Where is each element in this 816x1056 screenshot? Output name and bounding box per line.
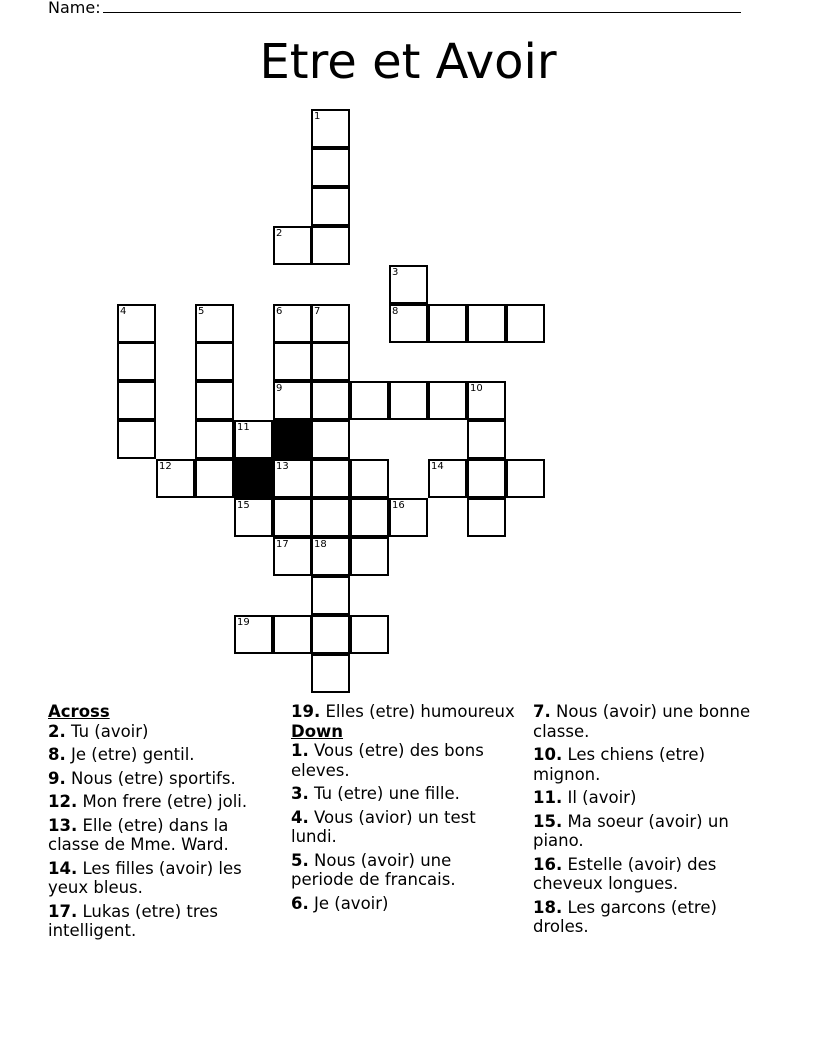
grid-cell[interactable] xyxy=(467,304,506,343)
clues-column-1 xyxy=(48,702,278,945)
cell-number: 13 xyxy=(276,461,289,472)
grid-cell[interactable] xyxy=(117,342,156,381)
grid-cell[interactable] xyxy=(195,459,234,498)
grid-cell[interactable] xyxy=(311,304,350,343)
grid-cell[interactable] xyxy=(195,304,234,343)
grid-black-cell xyxy=(273,420,312,459)
name-label: Name: xyxy=(48,0,101,17)
cell-number: 10 xyxy=(470,383,483,394)
clue-down-5: 5. Nous (avoir) une periode de francais. xyxy=(291,850,456,889)
cell-number: 4 xyxy=(120,306,127,317)
grid-cell[interactable] xyxy=(311,187,350,226)
grid-cell[interactable] xyxy=(311,498,350,537)
across-heading: Across xyxy=(48,702,110,721)
clue-across-2: 2. Tu (avoir) xyxy=(48,721,149,741)
grid-cell[interactable] xyxy=(195,420,234,459)
grid-cell[interactable] xyxy=(273,381,312,420)
clue-across-9: 9. Nous (etre) sportifs. xyxy=(48,768,236,788)
grid-cell[interactable] xyxy=(350,615,389,654)
clue-down-11: 11. Il (avoir) xyxy=(533,788,637,807)
cell-number: 7 xyxy=(314,306,321,317)
grid-cell[interactable] xyxy=(273,615,312,654)
grid-cell[interactable] xyxy=(467,498,506,537)
cell-number: 15 xyxy=(237,500,250,511)
cell-number: 9 xyxy=(276,383,283,394)
grid-cell[interactable] xyxy=(117,304,156,343)
grid-cell[interactable] xyxy=(311,537,350,576)
clue-down-15: 15. Ma soeur (avoir) un piano. xyxy=(533,811,729,850)
grid-cell[interactable] xyxy=(311,576,350,615)
cell-number: 6 xyxy=(276,306,283,317)
grid-cell[interactable] xyxy=(467,459,506,498)
down-heading: Down xyxy=(291,721,344,741)
clue-down-1: 1. Vous (etre) des bons eleves. xyxy=(291,741,484,780)
grid-cell[interactable] xyxy=(273,304,312,343)
clue-across-12: 12. Mon frere (etre) joli. xyxy=(48,792,248,811)
grid-cell[interactable] xyxy=(273,498,312,537)
grid-cell[interactable] xyxy=(506,459,545,498)
cell-number: 8 xyxy=(392,306,399,317)
grid-cell[interactable] xyxy=(273,342,312,381)
grid-cell[interactable] xyxy=(311,654,350,693)
grid-cell[interactable] xyxy=(311,109,350,148)
cell-number: 1 xyxy=(314,111,321,122)
grid-cell[interactable] xyxy=(311,226,350,265)
grid-cell[interactable] xyxy=(234,615,273,654)
grid-cell[interactable] xyxy=(273,459,312,498)
grid-cell[interactable] xyxy=(234,420,273,459)
clue-down-10: 10. Les chiens (etre) mignon. xyxy=(533,745,706,784)
cell-number: 12 xyxy=(159,461,172,472)
cell-number: 19 xyxy=(237,617,250,628)
grid-cell[interactable] xyxy=(389,498,428,537)
grid-cell[interactable] xyxy=(117,381,156,420)
grid-cell[interactable] xyxy=(506,304,545,343)
cell-number: 14 xyxy=(431,461,444,472)
cell-number: 17 xyxy=(276,539,289,550)
grid-black-cell xyxy=(234,459,273,498)
grid-cell[interactable] xyxy=(350,381,389,420)
clue-across-8: 8. Je (etre) gentil. xyxy=(48,745,195,764)
grid-cell[interactable] xyxy=(195,342,234,381)
cell-number: 2 xyxy=(276,228,283,239)
grid-cell[interactable] xyxy=(467,420,506,459)
grid-cell[interactable] xyxy=(350,537,389,576)
cell-number: 11 xyxy=(237,422,250,433)
grid-cell[interactable] xyxy=(389,381,428,420)
grid-cell[interactable] xyxy=(311,615,350,654)
clue-down-7: 7. Nous (avoir) une bonne classe. xyxy=(533,702,751,741)
grid-cell[interactable] xyxy=(389,265,428,304)
clues-column-3 xyxy=(533,702,758,941)
clue-across-14: 14. Les filles (avoir) les yeux bleus. xyxy=(48,858,242,897)
cell-number: 18 xyxy=(314,539,327,550)
clue-across-13: 13. Elle (etre) dans la classe de Mme. Ward. xyxy=(48,815,229,854)
page-title: Etre et Avoir xyxy=(259,34,557,90)
grid-cell[interactable] xyxy=(311,381,350,420)
grid-cell[interactable] xyxy=(273,226,312,265)
grid-cell[interactable] xyxy=(428,459,467,498)
grid-cell[interactable] xyxy=(428,381,467,420)
cell-number: 5 xyxy=(198,306,205,317)
grid-cell[interactable] xyxy=(389,304,428,343)
clue-down-3: 3. Tu (etre) une fille. xyxy=(291,784,460,803)
clues-column-2 xyxy=(291,702,516,917)
clue-down-16: 16. Estelle (avoir) des cheveux longues. xyxy=(533,854,717,893)
grid-cell[interactable] xyxy=(234,498,273,537)
clue-down-4: 4. Vous (avior) un test lundi. xyxy=(291,807,476,846)
cell-number: 16 xyxy=(392,500,405,511)
clue-across-17: 17. Lukas (etre) tres intelligent. xyxy=(48,901,219,940)
grid-cell[interactable] xyxy=(156,459,195,498)
grid-cell[interactable] xyxy=(428,304,467,343)
grid-cell[interactable] xyxy=(195,381,234,420)
grid-cell[interactable] xyxy=(350,498,389,537)
grid-cell[interactable] xyxy=(467,381,506,420)
grid-cell[interactable] xyxy=(350,459,389,498)
clue-down-18: 18. Les garcons (etre) droles. xyxy=(533,897,717,936)
cell-number: 3 xyxy=(392,267,399,278)
clue-across-19: 19. Elles (etre) humoureux xyxy=(291,702,515,721)
grid-cell[interactable] xyxy=(273,537,312,576)
grid-cell[interactable] xyxy=(117,420,156,459)
clue-down-6: 6. Je (avoir) xyxy=(291,893,389,913)
grid-cell[interactable] xyxy=(311,459,350,498)
grid-cell[interactable] xyxy=(311,342,350,381)
grid-cell[interactable] xyxy=(311,420,350,459)
grid-cell[interactable] xyxy=(311,148,350,187)
